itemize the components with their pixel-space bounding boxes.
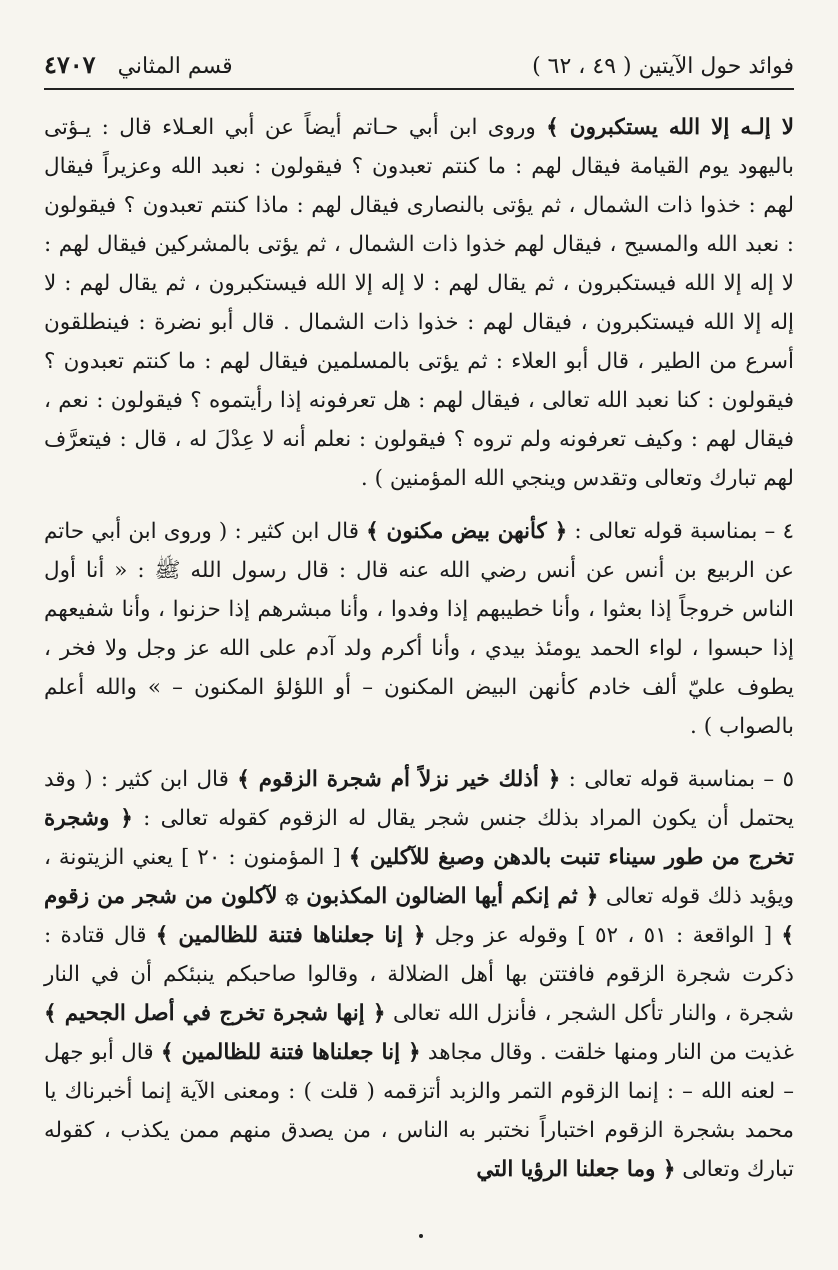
- text-run: غذيت من النار ومنها خلقت . وقال مجاهد: [420, 1040, 795, 1065]
- text-run: [ المؤمنون : ٢٠ ] يعني الزيتونة ، ويؤيد ذلك قوله تعالى: [44, 845, 795, 909]
- page-number: ٤٧٠٧: [44, 50, 96, 79]
- page-dot: [419, 1234, 423, 1238]
- quran-quote: ﴿ كأنهن بيض مكنون ﴾: [366, 519, 568, 544]
- quran-quote: ﴿ إنها شجرة تخرج في أصل الجحيم ﴾: [44, 1001, 386, 1026]
- text-run: [ الواقعة : ٥١ ، ٥٢ ] وقوله عز وجل: [425, 923, 782, 948]
- running-header: [44, 50, 794, 90]
- paragraph-1: [44, 108, 794, 498]
- text-run: ٥ – بمناسبة قوله تعالى :: [560, 767, 794, 792]
- paragraph-2: [44, 512, 794, 746]
- text-run: قال أبو جهل – لعنه الله – : إنما الزقوم التمر والزبد أتزقمه ( قلت ) : ومعنى الآية إنما أخبرناك يا محمد بشجرة الزقوم اختباراً نختبر به الناس ، من يصدق منهم ممن يكذب ، كقوله تبارك وتعالى: [44, 1040, 794, 1182]
- quran-quote: ﴿ وما جعلنا الرؤيا التي: [476, 1157, 676, 1182]
- text-run: ٤ – بمناسبة قوله تعالى :: [567, 519, 794, 544]
- paragraph-3: [44, 760, 794, 1189]
- page-body: [44, 108, 794, 1189]
- quran-quote: ﴿ إنا جعلناها فتنة للظالمين ﴾: [155, 923, 426, 948]
- header-section: قسم المثاني: [117, 54, 233, 79]
- quran-quote: ﴿ أذلك خير نزلاً أم شجرة الزقوم ﴾: [237, 767, 561, 792]
- quran-quote: لا إلـه إلا الله يستكبرون ﴾: [546, 115, 794, 140]
- text-run: قال ابن كثير : ( وقد يحتمل أن يكون المراد بذلك جنس شجر يقال له الزقوم كقوله تعالى :: [44, 767, 794, 831]
- text-run: قال ابن كثير : ( وروى ابن أبي حاتم عن الربيع بن أنس عن أنس رضي الله عنه قال : قال رسول الله ﷺ : « أنا أول الناس خروجاً إذا بعثوا ، وأنا خطيبهم إذا وفدوا ، وأنا مبشرهم إذا حزنوا ، وأنا شفيعهم إذا حبسوا ، لواء الحمد يومئذ بيدي ، وأنا أكرم ولد آدم على الله عز وجل ولا فخر ، يطوف عليّ ألف خادم كأنهن البيض المكنون – أو اللؤلؤ المكنون – » والله أعلم بالصواب ) .: [44, 519, 794, 739]
- quran-quote: ﴿ وشجرة تخرج من طور سيناء تنبت بالدهن وصبغ للآكلين ﴾: [44, 806, 794, 870]
- header-left-group: [44, 50, 233, 82]
- text-run: وروى ابن أبي حـاتم أيضاً عن أبي العـلاء قال : يـؤتى باليهود يوم القيامة فيقال لهم : ما كنتم تعبدون ؟ فيقولون : نعبد الله وعزيراً فيقال لهم : خذوا ذات الشمال ، ثم يؤتى بالنصارى فيقال لهم : ماذا كنتم تعبدون ؟ فيقولون : نعبد الله والمسيح ، فيقال لهم خذوا ذات الشمال ، ثم يؤتى بالمشركين فيقال لهم : لا إله إلا الله فيستكبرون ، ثم يقال لهم : لا إله إلا الله فيستكبرون ، ثم يقال لهم : لا إله إلا الله فيستكبرون ، فيقال لهم : خذوا ذات الشمال . قال أبو نضرة : فينطلقون أسرع من الطير ، قال أبو العلاء : ثم يؤتى بالمسلمين فيقال لهم : ما كنتم تعبدون ؟ فيقولون : كنا نعبد الله تعالى ، فيقال لهم : هل تعرفونه إذا رأيتموه ؟ فيقولون : نعم ، فيقال لهم : وكيف تعرفونه ولم تروه ؟ فيقولون : نعلم أنه لا عِدْلَ له ، قال : فيتعرَّف لهم تبارك وتعالى وتقدس وينجي الله المؤمنين ) .: [44, 115, 794, 491]
- text-run: قال قتادة : ذكرت شجرة الزقوم فافتتن بها أهل الضلالة ، وقالوا صاحبكم ينبئكم أن في النار شجرة ، والنار تأكل الشجر ، فأنزل الله تعالى: [44, 923, 794, 1026]
- quran-quote: ﴿ إنا جعلناها فتنة للظالمين ﴾: [160, 1040, 421, 1065]
- quran-quote: ﴿ ثم إنكم أيها الضالون المكذبون ۞ لآكلون من شجر من زقوم ﴾: [44, 884, 795, 948]
- header-title: فوائد حول الآيتين ( ٤٩ ، ٦٢ ): [532, 54, 794, 79]
